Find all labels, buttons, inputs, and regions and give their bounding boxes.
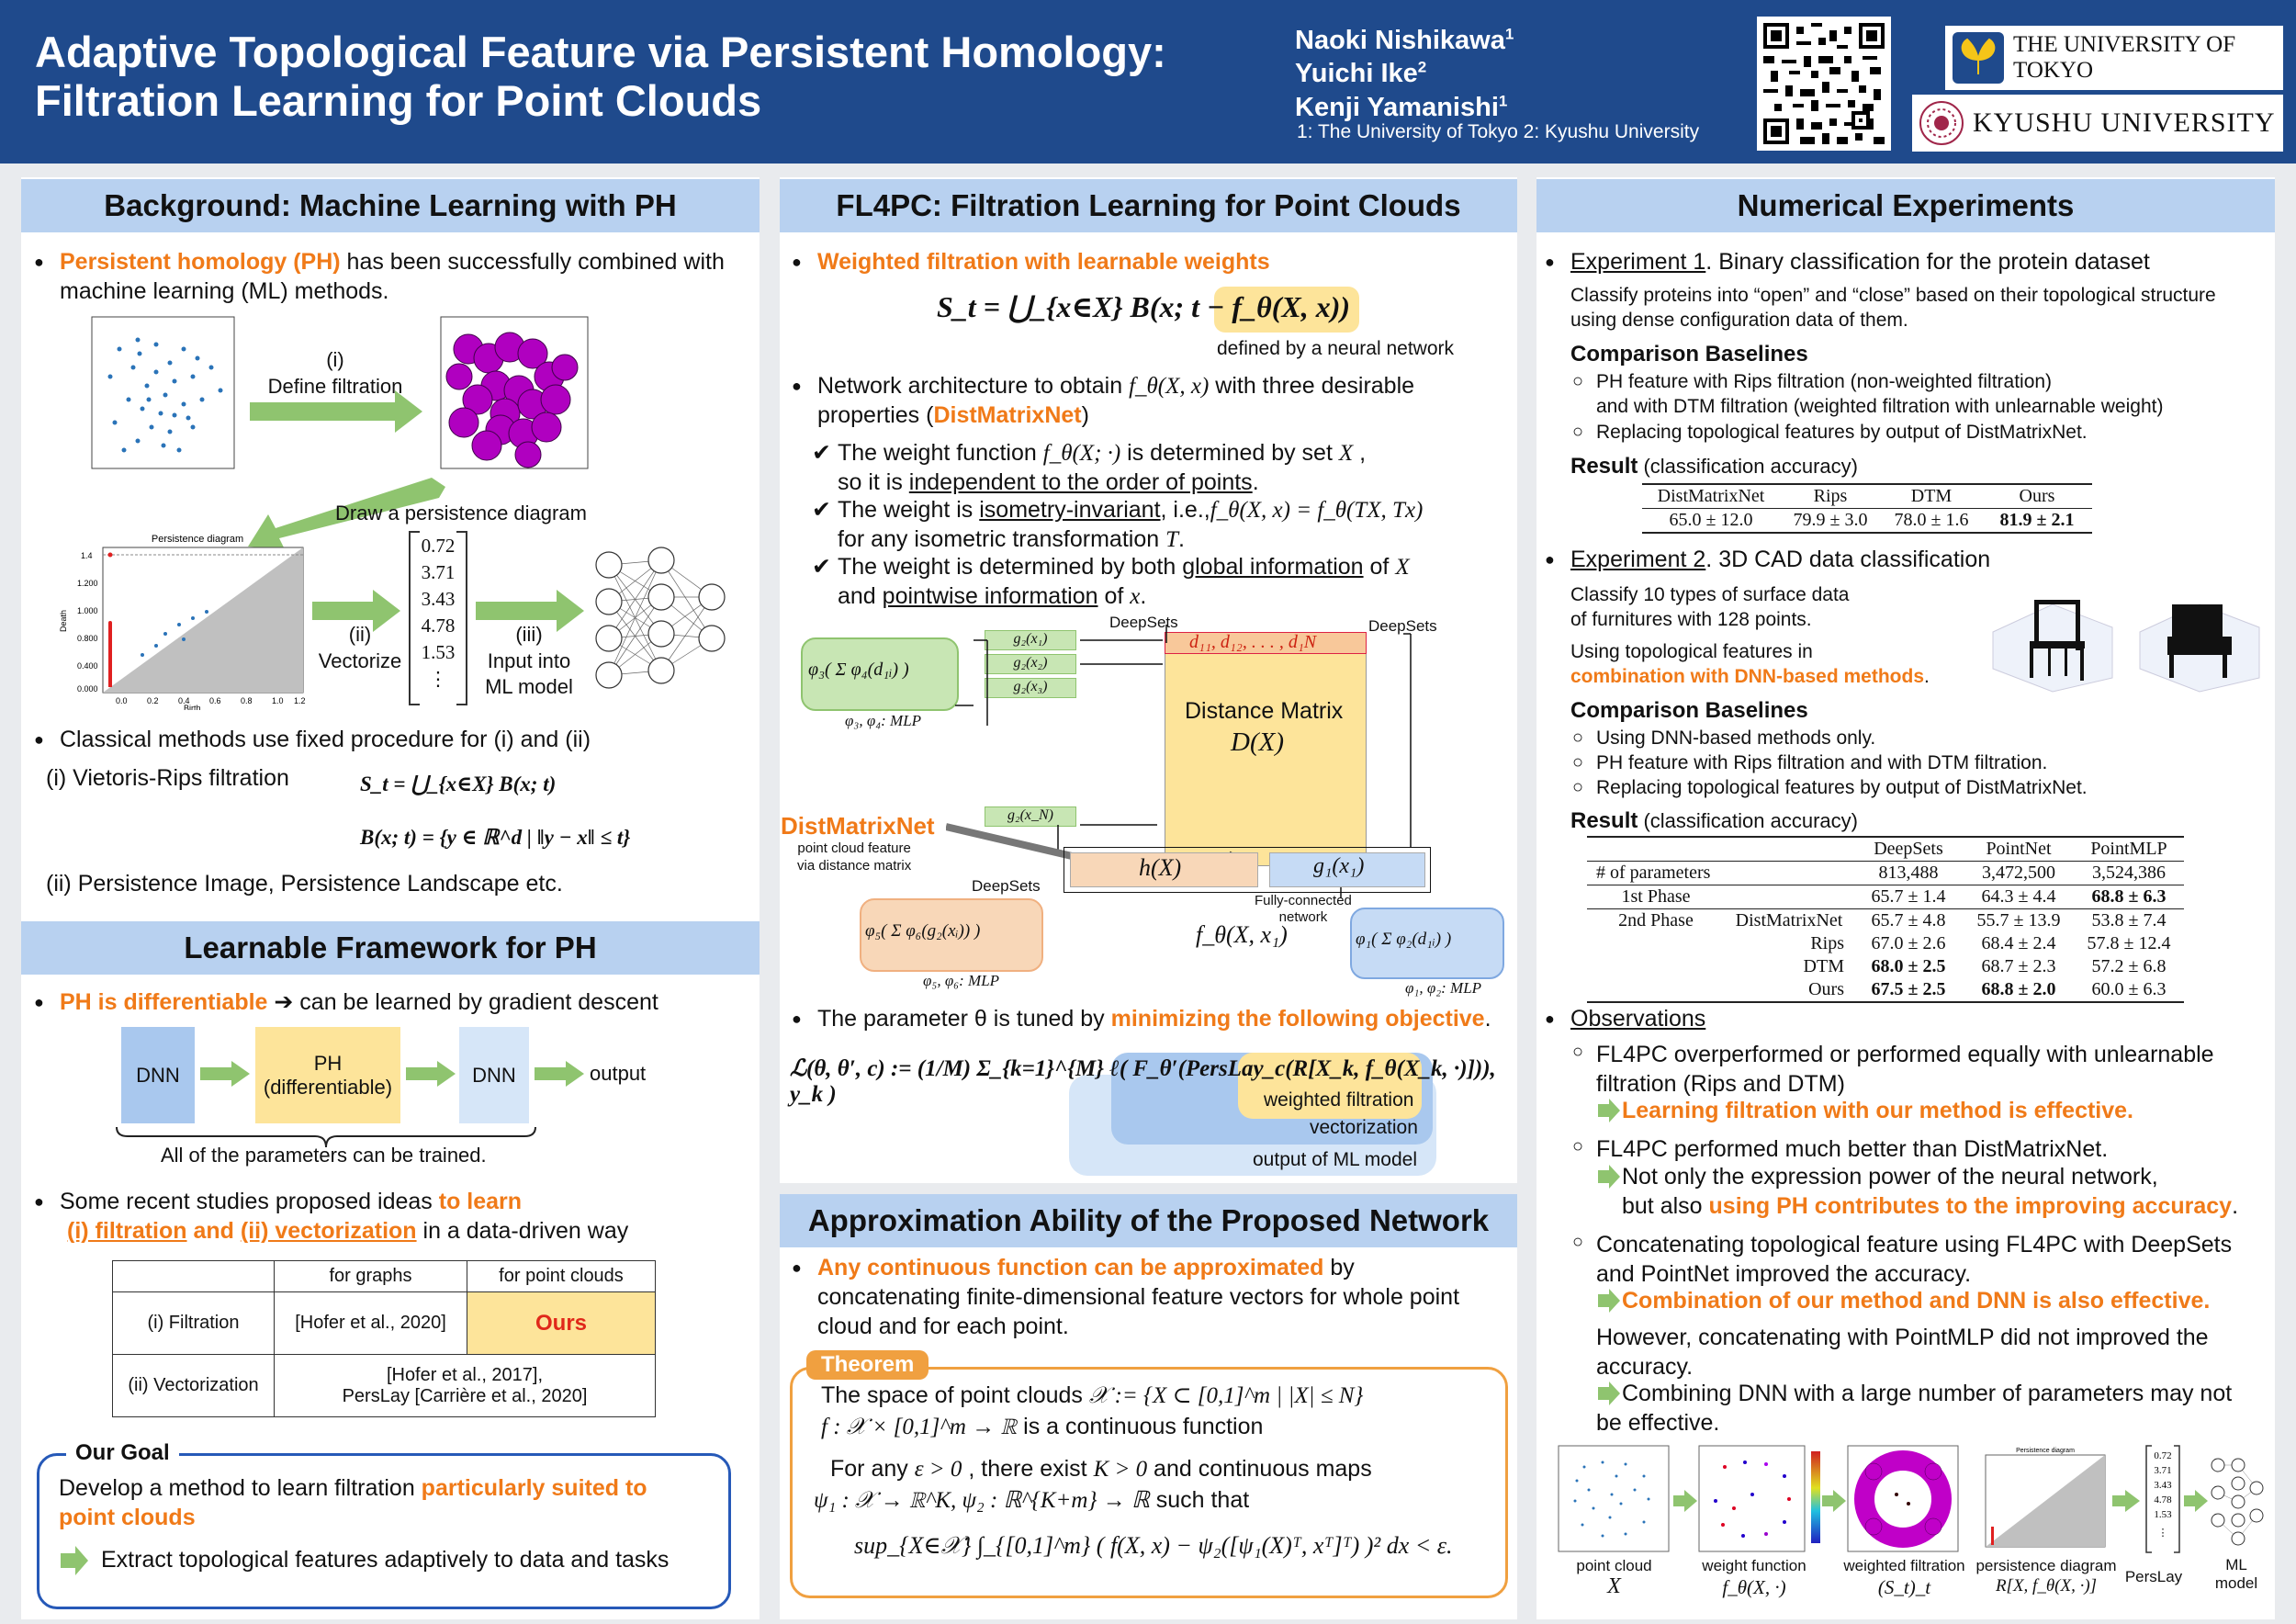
vector-value: ⋮ — [428, 668, 448, 690]
author-1: Naoki Nishikawa$^1$ — [1295, 25, 1514, 55]
qr-code-icon — [1763, 23, 1885, 144]
kyushu-emblem-icon — [1919, 101, 1964, 145]
pipeline-perslay-vector — [2144, 1444, 2181, 1554]
pipeline-label: ML model — [2214, 1556, 2258, 1593]
vector-value: 0.72 — [421, 535, 456, 557]
observation-3-result: Combination of our method and DNN is also effective. — [1622, 1288, 2211, 1314]
cb2-item-1: Using DNN-based methods only. — [1596, 727, 1876, 749]
observation-4-result: Combining DNN with a large number of parameters may not be effective. — [1596, 1381, 2233, 1436]
arrow-define-filtration — [250, 402, 397, 421]
pipeline-ml-model — [2209, 1451, 2264, 1552]
cb1-item-1: PH feature with Rips filtration (non-weighted filtration) and with DTM filtration (weighted filtration with unlearnable weight) — [1596, 371, 2164, 418]
results-table-2: DeepSets PointNet PointMLP # of parameters 813,488 3,472,500 3,524,386 1st Phase 65.7 ± 1.4 64.3 ± 4.4 68.8 ± 6.3 2nd Phase DistMatrixNet 65.7 ± 4.8 55.7 ± 13.9 53.8 ± 7.4 Rips 67.0 ± 2.6 68.4 ± 2.4 57.8 ± 12.4 DTM 68.0 ± 2.5 68.7 ± 2.3 57.2 ± 6.8 Ours 67.5 ± 2.5 68.8 ± 2.0 60.0 ± 6.3 — [1587, 836, 2184, 1003]
obs-arrow-icon — [1598, 1099, 1620, 1122]
step-define-filtration: (i) Define filtration — [267, 348, 403, 398]
table-cell: [Hofer et al., 2020] — [275, 1292, 467, 1355]
g2-item: g₂(x_N) — [985, 806, 1076, 827]
g2-item: g₂(x₁) — [985, 630, 1076, 650]
deepsets-label-3: DeepSets — [972, 877, 1041, 895]
table-header — [113, 1261, 275, 1292]
arrow-input-ml — [476, 602, 558, 620]
filtration-balls-plot — [432, 312, 597, 482]
pipeline-persistence-diagram — [1976, 1444, 2110, 1554]
svg-text:4.78: 4.78 — [2154, 1494, 2172, 1506]
exp2-desc: Classify 10 types of surface data of furnitures with 128 points. — [1570, 584, 1850, 631]
svg-text:3.71: 3.71 — [2154, 1465, 2172, 1476]
section-heading-framework: Learnable Framework for PH — [21, 921, 760, 975]
theorem-line-2: f : 𝒳 × [0,1]^m → ℝ is a continuous function — [821, 1414, 1264, 1439]
pipeline-math: (S_t)_t — [1877, 1576, 1931, 1598]
deepsets-label-2: DeepSets — [1368, 617, 1437, 635]
concat-frame — [1064, 847, 1431, 893]
pipeline-arrow — [1822, 1490, 1846, 1512]
vietoris-rips-label: (i) Vietoris-Rips filtration — [46, 765, 289, 791]
vector-value: 1.53 — [421, 641, 456, 663]
section-heading-approx: Approximation Ability of the Proposed Network — [780, 1194, 1517, 1247]
phi1-formula: φ₁( Σ φ₂(d₁ᵢ) ) — [1356, 930, 1452, 949]
goal-title: Our Goal — [66, 1440, 179, 1466]
pipeline-math: f_θ(X, ·) — [1722, 1576, 1786, 1598]
deepsets-label-1: DeepSets — [1109, 614, 1178, 631]
table-header: for graphs — [275, 1261, 467, 1292]
pipeline-label: persistence diagram — [1975, 1557, 2117, 1574]
theorem-inequality: sup_{X∈𝒳} ∫_{[0,1]^m} ( f(X, x) − ψ₂([ψ₁(X)ᵀ, xᵀ]ᵀ) )² dx < ε. — [854, 1532, 1453, 1559]
step-input-ml: (iii) Input into ML model — [485, 623, 573, 699]
table-header: DeepSets — [1874, 839, 1943, 859]
framework-bullet-1: PH is differentiable ➔ can be learned by gradient descent — [60, 989, 658, 1015]
exp2-bullet: Experiment 2. 3D CAD data classification — [1570, 547, 1991, 572]
table-cell: (i) Filtration — [113, 1292, 275, 1355]
objective-bullet: The parameter θ is tuned by minimizing the following objective. — [817, 1006, 1491, 1032]
observation-1-result: Learning filtration with our method is effective. — [1622, 1098, 2133, 1123]
svg-text:3.43: 3.43 — [2154, 1480, 2172, 1491]
svg-text:0.800: 0.800 — [77, 634, 98, 643]
arrow-fw-3 — [535, 1067, 568, 1080]
fc-network-label: Fully-connected network — [1255, 893, 1352, 925]
label-output-ml: output of ML model — [1253, 1149, 1417, 1170]
distance-matrix-math: D(X) — [1231, 727, 1284, 757]
observation-4: However, concatenating with PointMLP did not improved the accuracy. — [1596, 1325, 2209, 1380]
framework-bullet-2: Some recent studies proposed ideas to learn (i) filtration and (ii) vectorization in a data-driven way — [60, 1189, 629, 1244]
theorem-line-4: ψ₁ : 𝒳 → ℝ^K, ψ₂ : ℝ^{K+m} → ℝ such that — [814, 1487, 1250, 1513]
table-cell-ours: Ours — [467, 1292, 656, 1355]
goal-result: Extract topological features adaptively to data and tasks — [101, 1547, 670, 1573]
property-3: The weight is determined by both global information of X and pointwise information of x. — [838, 554, 1410, 609]
distmatrixnet-note: point cloud feature via distance matrix — [797, 840, 912, 874]
table-cell: (ii) Vectorization — [113, 1355, 275, 1417]
background-bullet-2: Classical methods use fixed procedure for (i) and (ii) — [60, 727, 591, 752]
section-heading-experiments: Numerical Experiments — [1536, 179, 2275, 232]
svg-text:0.8: 0.8 — [241, 696, 253, 705]
table-header: for point clouds — [467, 1261, 656, 1292]
pd-title: Persistence diagram — [151, 534, 244, 545]
h-x-label: h(X) — [1139, 854, 1182, 881]
pipeline-label: weighted filtration — [1843, 1557, 1965, 1574]
svg-text:Birth: Birth — [184, 704, 201, 710]
g1-label: g₁(x₁) — [1313, 854, 1365, 878]
g2-item: g₂(x₂) — [985, 654, 1076, 674]
phi3-note: φ₃, φ₄: MLP — [845, 712, 922, 729]
obs-arrow-icon — [1598, 1289, 1620, 1313]
goal-text: Develop a method to learn filtration particularly suited to point clouds — [59, 1475, 647, 1530]
affiliations: 1: The University of Tokyo 2: Kyushu University — [1297, 121, 1700, 142]
kyushu-university-logo: KYUSHU UNIVERSITY — [1912, 95, 2283, 152]
persistence-image-label: (ii) Persistence Image, Persistence Landscape etc. — [46, 871, 563, 897]
ph-differentiable-box: PH (differentiable) — [255, 1027, 400, 1123]
author-2: Yuichi Ike$^2$ — [1295, 58, 1427, 89]
res2-title: Result (classification accuracy) — [1570, 808, 1858, 833]
neural-network-icon — [592, 542, 730, 698]
theorem-line-1: The space of point clouds 𝒳 := {X ⊂ [0,1]^m | |X| ≤ N} — [821, 1382, 1364, 1408]
phi1-note: φ₁, φ₂: MLP — [1405, 979, 1482, 997]
svg-text:1.200: 1.200 — [77, 579, 98, 588]
chair-plot-1 — [1984, 577, 2122, 696]
chair-plot-2 — [2131, 577, 2268, 696]
vector-bracket — [409, 531, 467, 705]
svg-text:0.000: 0.000 — [77, 684, 98, 694]
phi5-formula: φ₅( Σ φ₆(g₂(xᵢ)) ) — [865, 921, 981, 941]
res1-title: Result (classification accuracy) — [1570, 454, 1858, 479]
svg-text:0.400: 0.400 — [77, 661, 98, 671]
ball-equation: B(x; t) = {y ∈ ℝ^d | ‖y − x‖ ≤ t} — [360, 826, 631, 849]
pipeline-point-cloud — [1557, 1444, 1671, 1554]
observation-2-result: Not only the expression power of the neural network, but also using PH contributes to the improving accuracy. — [1622, 1164, 2239, 1219]
table-cell: [Hofer et al., 2017], PersLay [Carrière et al., 2020] — [275, 1355, 656, 1417]
svg-text:1.53: 1.53 — [2154, 1509, 2172, 1520]
tokyo-ginkgo-icon — [1953, 32, 2004, 84]
distance-row-label: d₁₁, d₁₂, . . . , d₁N — [1189, 632, 1317, 652]
theorem-title: Theorem — [806, 1350, 929, 1380]
arrow-fw-2 — [406, 1067, 439, 1080]
cb1-title: Comparison Baselines — [1570, 342, 1808, 367]
table-header: DistMatrixNet — [1657, 486, 1765, 506]
svg-text:1.2: 1.2 — [294, 696, 306, 705]
svg-text:⋮: ⋮ — [2157, 1528, 2168, 1539]
vector-value: 3.43 — [421, 588, 456, 610]
arrowhead-fw-3 — [566, 1061, 584, 1087]
table-header: DTM — [1910, 486, 1953, 506]
observation-1: FL4PC overperformed or performed equally with unlearnable filtration (Rips and DTM) — [1596, 1042, 2214, 1097]
property-2: The weight is isometry-invariant, i.e.,f_θ(X, x) = f_θ(TX, Tx) for any isometric transformation T. — [838, 497, 1424, 552]
cb2-item-3: Replacing topological features by output of DistMatrixNet. — [1596, 777, 2088, 798]
svg-text:0.2: 0.2 — [147, 696, 159, 705]
g2-item: g₂(x₃) — [985, 678, 1076, 698]
output-label: output — [590, 1062, 647, 1085]
step-vectorize: (ii) Vectorize — [318, 623, 402, 672]
arrow-fw-1 — [200, 1067, 233, 1080]
vector-value: 4.78 — [421, 615, 456, 637]
poster-title: Adaptive Topological Feature via Persistent Homology: Filtration Learning for Point Clouds — [35, 28, 1166, 126]
table-cell: 78.0 ± 1.6 — [1894, 510, 1969, 530]
goal-arrow-icon — [61, 1546, 88, 1575]
arrowhead-fw-2 — [437, 1061, 456, 1087]
results-table-1 — [1642, 483, 2092, 534]
table-header: PointMLP — [2090, 839, 2167, 859]
pipeline-pd-title: Persistence diagram — [2016, 1448, 2075, 1454]
arrow-vectorize — [312, 602, 375, 620]
step-draw-pd: Draw a persistence diagram — [335, 502, 587, 524]
distance-matrix-title: Distance Matrix — [1185, 698, 1344, 724]
exp1-desc: Classify proteins into “open” and “close” based on their topological structure using dense configuration data of them. — [1570, 285, 2216, 332]
pipeline-label: PersLay — [2124, 1568, 2183, 1585]
f-output-label: f_θ(X, x₁) — [1196, 921, 1288, 948]
pipeline-label: point cloud — [1576, 1557, 1652, 1574]
pipeline-arrow — [1673, 1490, 1697, 1512]
table-cell: 79.9 ± 3.0 — [1793, 510, 1868, 530]
cb2-item-2: PH feature with Rips filtration and with DTM filtration. — [1596, 752, 2048, 773]
table-cell: 81.9 ± 2.1 — [1999, 510, 2075, 530]
qr-code[interactable] — [1757, 17, 1891, 151]
vr-equation: S_t = ⋃_{x∈X} B(x; t) — [360, 773, 557, 795]
property-1: The weight function f_θ(X; ·) is determined by set X , so it is independent to the order of points. — [838, 440, 1367, 495]
phi3-formula: φ₃( Σ φ₄(d₁ᵢ) ) — [808, 660, 909, 680]
svg-text:0.0: 0.0 — [116, 696, 128, 705]
pipeline-label: weight function — [1702, 1557, 1806, 1574]
exp2-desc-2: Using topological features in combination with DNN-based methods. — [1570, 641, 1930, 688]
vector-value: 3.71 — [421, 561, 456, 583]
pipeline-math: R[X, f_θ(X, ·)] — [1995, 1576, 2098, 1596]
svg-text:1.000: 1.000 — [77, 606, 98, 615]
svg-text:0.6: 0.6 — [209, 696, 221, 705]
theorem-line-3: For any ε > 0 , there exist K > 0 and continuous maps — [830, 1456, 1372, 1482]
arrowhead-fw-1 — [231, 1061, 250, 1087]
table-header: PointNet — [1986, 839, 2052, 859]
author-list — [1295, 24, 1514, 124]
table-cell: 65.0 ± 12.0 — [1669, 510, 1753, 530]
fl4pc-bullet-2: Network architecture to obtain f_θ(X, x) with three desirable properties (DistMatrixNet) — [817, 373, 1415, 428]
svg-text:0.72: 0.72 — [2154, 1450, 2172, 1461]
related-work-table — [112, 1260, 656, 1417]
label-weighted-filtration: weighted filtration — [1264, 1089, 1414, 1111]
fl4pc-bullet-1: Weighted filtration with learnable weights — [817, 249, 1270, 275]
pipeline-math: X — [1607, 1574, 1621, 1598]
observation-2: FL4PC performed much better than DistMatrixNet. — [1596, 1136, 2109, 1162]
pipeline-weight-function — [1697, 1444, 1826, 1554]
persistence-diagram-plot — [55, 531, 312, 710]
label-vectorization: vectorization — [1310, 1117, 1418, 1138]
university-of-tokyo-logo: THE UNIVERSITY OF TOKYO — [1945, 26, 2283, 90]
phi5-note: φ₅, φ₆: MLP — [923, 972, 1000, 989]
table-header: Rips — [1813, 486, 1848, 506]
exp1-bullet: Experiment 1. Binary classification for the protein dataset — [1570, 249, 2150, 275]
distmatrixnet-label: DistMatrixNet — [781, 812, 935, 840]
section-heading-fl4pc: FL4PC: Filtration Learning for Point Clouds — [780, 179, 1517, 232]
objective-equation: ℒ(θ, θ′, c) := (1/M) Σ_{k=1}^{M} ℓ( F_θ′(PersLay_c(R[X_k, f_θ(X_k, ·)])), y_k ) — [790, 1056, 1496, 1107]
observations-bullet: Observations — [1570, 1006, 1706, 1032]
cb2-title: Comparison Baselines — [1570, 698, 1808, 723]
main-equation: S_t = ⋃_{x∈X} B(x; t − f_θ(X, x)) — [937, 290, 1350, 323]
svg-text:1.4: 1.4 — [81, 551, 93, 560]
observation-3: Concatenating topological feature using FL4PC with DeepSets and PointNet improved the accuracy. — [1596, 1232, 2233, 1287]
dnn-box-2: DNN — [459, 1027, 529, 1123]
pipeline-arrow — [2112, 1490, 2140, 1512]
equation-note: defined by a neural network — [1217, 338, 1454, 359]
obs-arrow-icon — [1598, 1165, 1620, 1189]
approx-bullet: Any continuous function can be approximated by concatenating finite-dimensional feature vectors for whole point cloud and for each point. — [817, 1255, 1460, 1339]
background-bullet-1: Persistent homology (PH) has been successfully combined with machine learning (ML) methods. — [60, 249, 725, 304]
svg-text:0.4: 0.4 — [178, 696, 190, 705]
author-3: Kenji Yamanishi$^1$ — [1295, 91, 1508, 122]
svg-text:1.0: 1.0 — [272, 696, 284, 705]
pipeline-arrow — [2184, 1490, 2208, 1512]
brace-note: All of the parameters can be trained. — [161, 1144, 487, 1167]
cb1-item-2: Replacing topological features by output of DistMatrixNet. — [1596, 422, 2088, 443]
section-heading-background: Background: Machine Learning with PH — [21, 179, 760, 232]
svg-text:Death: Death — [59, 609, 68, 632]
table-header: Ours — [2019, 486, 2055, 506]
dnn-box-1: DNN — [121, 1027, 195, 1123]
pipeline-weighted-filtration — [1846, 1444, 1961, 1554]
point-cloud-plot — [83, 312, 239, 482]
